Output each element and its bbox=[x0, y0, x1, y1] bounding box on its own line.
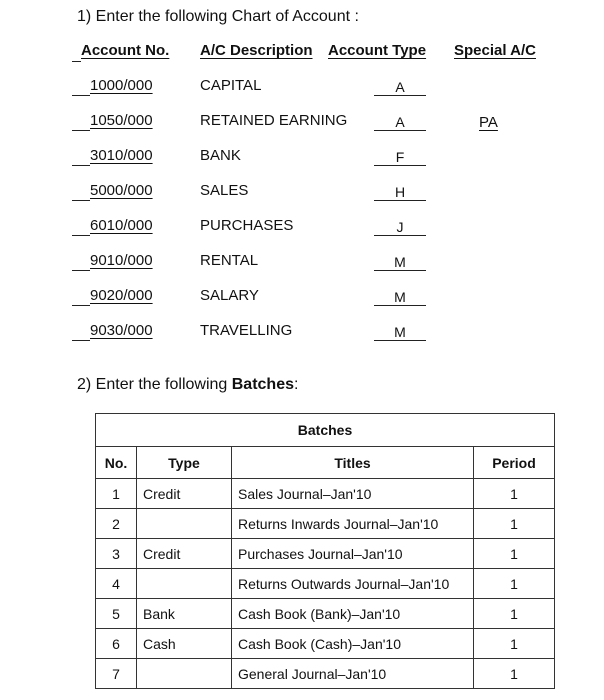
batch-title: General Journal–Jan'10 bbox=[232, 659, 474, 689]
account-no: 9010/000 bbox=[90, 252, 153, 269]
table-row bbox=[96, 569, 555, 599]
account-description: RENTAL bbox=[200, 252, 259, 269]
column-header-period: Period bbox=[474, 447, 555, 479]
account-type: M bbox=[374, 289, 426, 306]
batch-period: 1 bbox=[474, 539, 555, 569]
table-row bbox=[96, 659, 555, 689]
account-no-underline-lead bbox=[72, 235, 90, 236]
column-header-no: No. bbox=[96, 447, 137, 479]
account-description: PURCHASES bbox=[200, 217, 294, 234]
account-no: 6010/000 bbox=[90, 217, 153, 234]
account-description: SALES bbox=[200, 182, 249, 199]
header-account-type: Account Type bbox=[328, 42, 427, 59]
batch-type bbox=[137, 509, 232, 539]
account-type: A bbox=[374, 114, 426, 131]
account-no-underline-lead bbox=[72, 165, 90, 166]
batch-type bbox=[137, 659, 232, 689]
account-no: 3010/000 bbox=[90, 147, 153, 164]
account-type: H bbox=[374, 184, 426, 201]
account-description: SALARY bbox=[200, 287, 259, 304]
account-description: CAPITAL bbox=[200, 77, 262, 94]
account-description: RETAINED EARNING bbox=[200, 112, 348, 129]
batch-no: 4 bbox=[96, 569, 137, 599]
batches-heading-suffix: : bbox=[294, 376, 299, 393]
batch-no: 5 bbox=[96, 599, 137, 629]
batch-no: 7 bbox=[96, 659, 137, 689]
batches-table bbox=[95, 413, 555, 689]
account-no-underline-lead bbox=[72, 305, 90, 306]
batch-no: 6 bbox=[96, 629, 137, 659]
batches-table-caption: Batches bbox=[96, 414, 555, 447]
table-row bbox=[96, 509, 555, 539]
column-header-titles: Titles bbox=[232, 447, 474, 479]
chart-of-account-heading: 1) Enter the following Chart of Account : bbox=[77, 8, 359, 25]
batch-type: Credit bbox=[137, 479, 232, 509]
batch-title: Purchases Journal–Jan'10 bbox=[232, 539, 474, 569]
batch-period: 1 bbox=[474, 599, 555, 629]
batch-title: Returns Outwards Journal–Jan'10 bbox=[232, 569, 474, 599]
account-no: 1000/000 bbox=[90, 77, 153, 94]
batch-type: Credit bbox=[137, 539, 232, 569]
table-row bbox=[96, 479, 555, 509]
account-no-underline-lead bbox=[72, 130, 90, 131]
batch-title: Cash Book (Cash)–Jan'10 bbox=[232, 629, 474, 659]
account-type: F bbox=[374, 149, 426, 166]
header-special-ac: Special A/C bbox=[454, 42, 536, 59]
batches-heading-bold: Batches bbox=[231, 376, 294, 393]
account-type: J bbox=[374, 219, 426, 236]
batches-heading bbox=[77, 376, 298, 394]
account-no: 9020/000 bbox=[90, 287, 153, 304]
account-no: 1050/000 bbox=[90, 112, 153, 129]
header-account-no: Account No. bbox=[81, 42, 170, 59]
batch-period: 1 bbox=[474, 629, 555, 659]
batch-type: Cash bbox=[137, 629, 232, 659]
batch-type bbox=[137, 569, 232, 599]
account-no-underline-lead bbox=[72, 95, 90, 96]
account-no: 5000/000 bbox=[90, 182, 153, 199]
batch-no: 1 bbox=[96, 479, 137, 509]
column-header-type: Type bbox=[137, 447, 232, 479]
batch-title: Cash Book (Bank)–Jan'10 bbox=[232, 599, 474, 629]
batch-period: 1 bbox=[474, 569, 555, 599]
account-description: TRAVELLING bbox=[200, 322, 293, 339]
account-description: BANK bbox=[200, 147, 241, 164]
header-underline-lead bbox=[72, 61, 81, 62]
batch-period: 1 bbox=[474, 659, 555, 689]
account-no: 9030/000 bbox=[90, 322, 153, 339]
batch-title: Sales Journal–Jan'10 bbox=[232, 479, 474, 509]
special-ac: PA bbox=[479, 114, 498, 131]
table-row bbox=[96, 629, 555, 659]
header-description: A/C Description bbox=[200, 42, 313, 59]
account-type: M bbox=[374, 254, 426, 271]
batch-no: 2 bbox=[96, 509, 137, 539]
account-type: A bbox=[374, 79, 426, 96]
batch-period: 1 bbox=[474, 479, 555, 509]
table-row bbox=[96, 599, 555, 629]
batch-no: 3 bbox=[96, 539, 137, 569]
account-type: M bbox=[374, 324, 426, 341]
batch-type: Bank bbox=[137, 599, 232, 629]
account-no-underline-lead bbox=[72, 200, 90, 201]
batch-title: Returns Inwards Journal–Jan'10 bbox=[232, 509, 474, 539]
account-no-underline-lead bbox=[72, 270, 90, 271]
batches-heading-prefix: 2) Enter the following bbox=[77, 376, 232, 393]
account-no-underline-lead bbox=[72, 340, 90, 341]
batch-period: 1 bbox=[474, 509, 555, 539]
table-row bbox=[96, 539, 555, 569]
